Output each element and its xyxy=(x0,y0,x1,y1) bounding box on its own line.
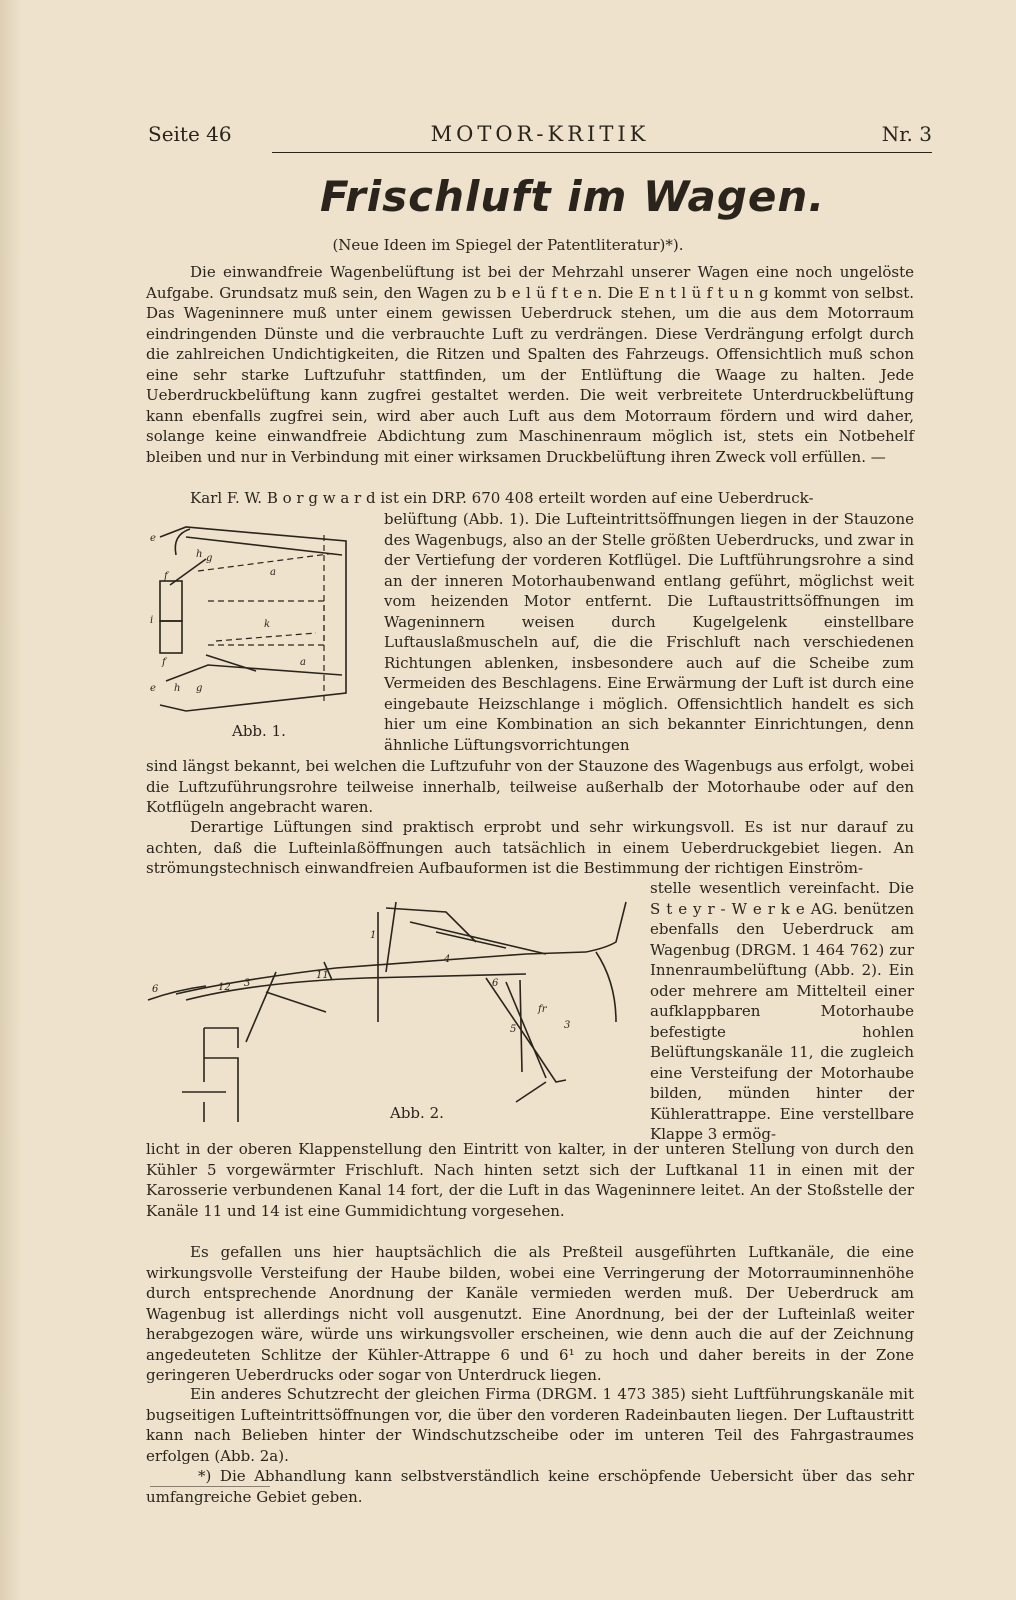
page-number: Seite 46 xyxy=(148,122,232,146)
fig1-label-e-top: e xyxy=(150,533,156,544)
article-subtitle: (Neue Ideen im Spiegel der Patentliteratur)*). xyxy=(332,236,684,254)
fig2-label-6-right: 6 xyxy=(492,978,499,989)
paragraph-2-rest: sind längst bekannt, bei welchen die Luftzufuhr von der Stauzone des Wagenbugs aus erfolgt, wobei die Luftzuführungsrohre teilweise innerhalb, teilweise außerhalb der Motorhaube oder auf den Kotflügeln angebracht waren. xyxy=(146,757,914,816)
figure-2-drawing xyxy=(146,882,636,1132)
fig1-label-e-bottom: e xyxy=(150,683,156,694)
fig1-label-a-bottom: a xyxy=(300,657,306,668)
fig2-label-fr: fr xyxy=(538,1004,547,1015)
fig1-label-g-top: g xyxy=(206,553,213,564)
paragraph-3-rest: licht in der oberen Klappenstellung den Eintritt von kalter, in der unteren Stellung von durch den Kühler 5 vorgewärmter Frischluft. Nach hinten setzt sich der Luftkanal 11 in einen mit der Karosserie verbundenen Kanal 14 fort, der die Luft in das Wageninnere leitet. An der Stoßstelle der Kanäle 11 und 14 ist eine Gummidichtung vorgesehen. xyxy=(146,1140,914,1220)
fig1-label-g-bottom: g xyxy=(196,683,203,694)
header-rule xyxy=(272,152,932,153)
fig1-label-f-bottom: f xyxy=(162,657,166,668)
figure-2-caption: Abb. 2. xyxy=(390,1104,444,1122)
fig2-label-11: 11 xyxy=(316,970,329,981)
fig2-label-3-left: 3 xyxy=(244,978,251,989)
fig1-label-f-top: f xyxy=(164,571,168,582)
paragraph-3-side: stelle wesentlich vereinfacht. Die S t e y r - W e r k e AG. benützen ebenfalls den Ueberdruck am Wagenbug (DRGM. 1 464 762) zur Innenraumbelüftung (Abb. 2). Ein oder mehrere am Mittelteil einer aufklappbaren Motorhaube befestigte hohlen Belüftungskanäle 11, die zugleich eine Versteifung der Motorhaube bilden, münden hinter der Kühlerattrappe. Eine verstellbare Klappe 3 ermög- xyxy=(650,879,914,1143)
paragraph-1: Die einwandfreie Wagenbelüftung ist bei der Mehrzahl unserer Wagen eine noch ungelöste Aufgabe. Grundsatz muß sein, den Wagen zu b e l ü f t e n. Die E n t l ü f t u n g kommt von selbst. Das Wageninnere muß unter einem gewissen Ueberdruck stehen, um die aus dem Motorraum eindringenden Dünste und die verbrauchte Luft zu verdrängen. Diese Verdrängung erfolgt durch die zahlreichen Undichtigkeiten, die Ritzen und Spalten des Fahrzeugs. Offensichtlich muß schon eine sehr starke Luftzufuhr stattfinden, um der Entlüftung die Waage zu halten. Jede Ueberdruckbelüftung kann zugfrei gestaltet werden. Die weit verbreitete Unterdruckbelüftung kann ebenfalls zugfrei sein, wird aber auch Luft aus dem Motorraum fördern und wird daher, solange keine einwandfreie Abdichtung zum Maschinenraum möglich ist, stets ein Notbehelf bleiben und nur in Verbindung mit einer wirksamen Druckbelüftung ihren Zweck voll erfüllen. — xyxy=(146,263,914,466)
fig1-label-h-bottom: h xyxy=(174,683,181,694)
fig2-label-5: 5 xyxy=(510,1024,517,1035)
fig2-label-4: 4 xyxy=(444,954,451,965)
paragraph-3: Derartige Lüftungen sind praktisch erprobt und sehr wirkungsvoll. Es ist nur darauf zu achten, daß die Lufteinlaßöffnungen auch tatsächlich in einem Ueberdruckgebiet liegen. An strömungstechnisch einwandfreien Aufbauformen ist die Bestimmung der richtigen Einström- xyxy=(146,818,914,877)
paragraph-2-intro: Karl F. W. B o r g w a r d ist ein DRP. 670 408 erteilt worden auf eine Ueberdruck- xyxy=(190,489,814,507)
footnote: *) Die Abhandlung kann selbstverständlich keine erschöpfende Uebersicht über das sehr umfangreiche Gebiet geben. xyxy=(146,1467,914,1506)
article-title: Frischluft im Wagen. xyxy=(320,172,826,221)
running-header xyxy=(148,118,932,152)
fig2-label-12: 12 xyxy=(218,982,231,993)
paragraph-5: Ein anderes Schutzrecht der gleichen Firma (DRGM. 1 473 385) sieht Luftführungskanäle mit bugseitigen Lufteintrittsöffnungen vor, die über den vorderen Radeinbauten liegen. Der Luftaustritt kann nach Belieben hinter der Windschutzscheibe oder im unteren Teil des Fahrgastraumes erfolgen (Abb. 2a). xyxy=(146,1385,914,1465)
paragraph-4: Es gefallen uns hier hauptsächlich die als Preßteil ausgeführten Luftkanäle, die eine wirkungsvolle Versteifung der Haube bilden, wobei eine Verringerung der Motorrauminnenhöhe durch entsprechende Anordnung der Kanäle vermieden werden muß. Der Ueberdruck am Wagenbug ist allerdings nicht voll ausgenutzt. Eine Anordnung, bei der der Lufteinlaß weiter herabgezogen wäre, würde uns wirkungsvoller erscheinen, wie denn auch die auf der Zeichnung angedeuteten Schlitze der Kühler-Attrappe 6 und 6¹ zu hoch und daher bereits in der Zone geringeren Ueberdrucks oder sogar von Unterdruck liegen. xyxy=(146,1243,914,1384)
fig2-label-1: 1 xyxy=(370,930,377,941)
fig1-label-a-top: a xyxy=(270,567,276,578)
fig1-label-h-top: h xyxy=(196,549,203,560)
fig2-label-6: 6 xyxy=(152,984,159,995)
figure-1-caption: Abb. 1. xyxy=(232,722,286,740)
fig1-label-k: k xyxy=(264,619,271,630)
figure-1-drawing xyxy=(146,515,376,720)
fig2-label-3-right: 3 xyxy=(564,1020,571,1031)
paragraph-2-side: belüftung (Abb. 1). Die Lufteintrittsöffnungen liegen in der Stauzone des Wagenbugs, also an der Stelle größten Ueberdrucks, und zwar in der Vertiefung der vorderen Kotflügel. Die Luftführungsrohre a sind an der inneren Motorhaubenwand entlang geführt, möglichst weit vom heizenden Motor entfernt. Die Luftaustrittsöffnungen im Wageninnern weisen durch Kugelgelenk einstellbare Luftauslaßmuscheln auf, die die Frischluft nach verschiedenen Richtungen ablenken, insbesondere auch auf die Scheibe zum Vermeiden des Beschlagens. Eine Erwärmung der Luft ist durch eine eingebaute Heizschlange i möglich. Offensichtlich handelt es sich hier um eine Kombination an sich bekannter Einrichtungen, denn ähnliche Lüftungsvorrichtungen xyxy=(384,510,914,754)
fig1-label-i: i xyxy=(150,615,154,626)
journal-name: MOTOR-KRITIK xyxy=(430,122,650,146)
issue-number: Nr. 3 xyxy=(881,122,932,146)
